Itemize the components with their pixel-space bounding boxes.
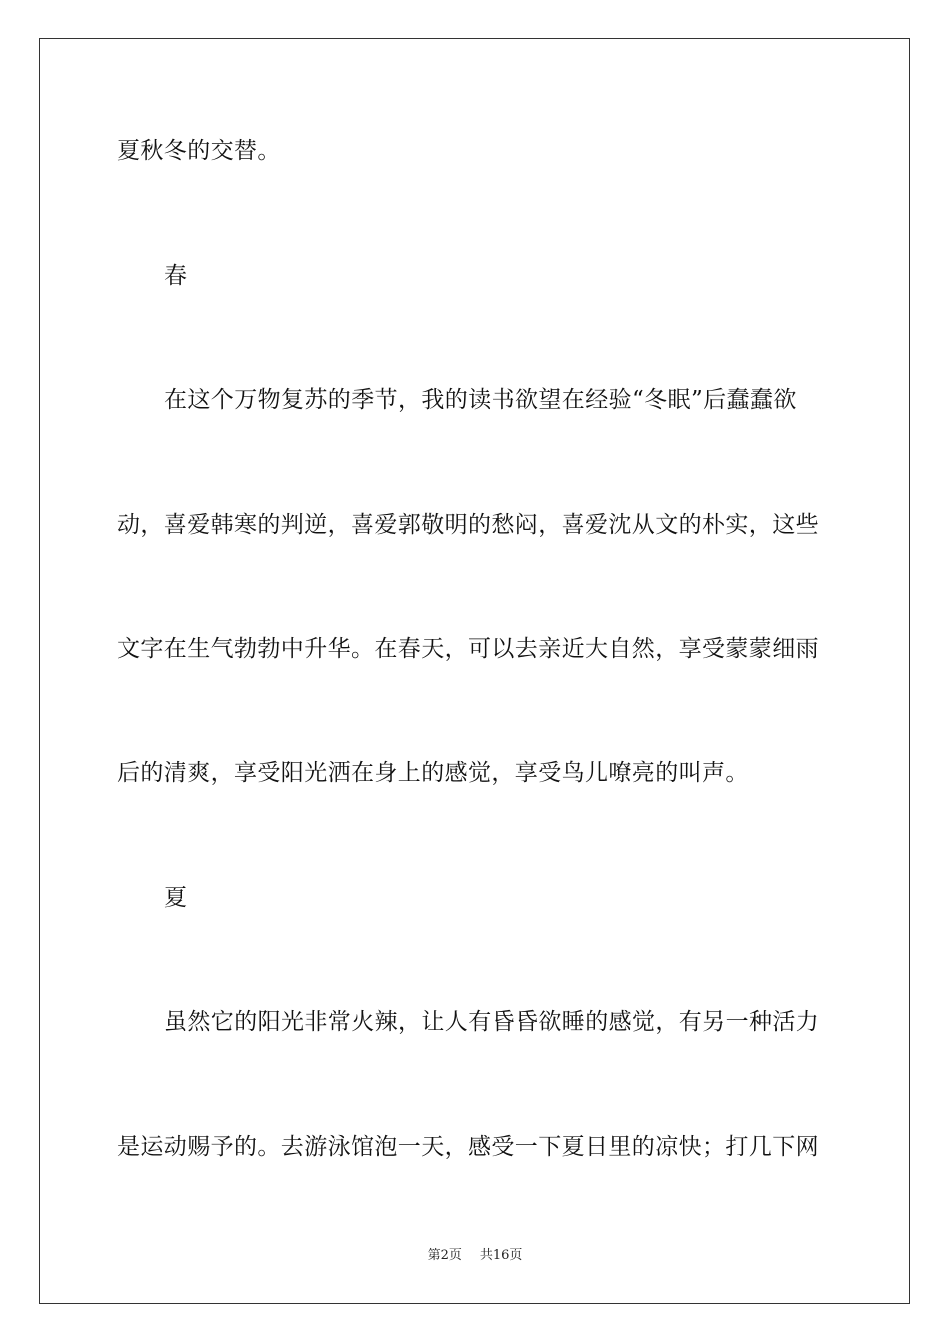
- page-number: 第2页: [427, 1248, 462, 1263]
- paragraph-line: 是运动赐予的。去游泳馆泡一天，感受一下夏日里的凉快；打几下网: [117, 1134, 819, 1160]
- paragraph-line: 动，喜爱韩寒的判逆，喜爱郭敬明的愁闷，喜爱沈从文的朴实，这些: [117, 512, 819, 538]
- paragraph-line: 文字在生气勃勃中升华。在春天，可以去亲近大自然，享受蒙蒙细雨: [117, 636, 819, 662]
- section-heading-summer: 夏: [164, 885, 188, 911]
- page-footer: [0, 1248, 950, 1264]
- paragraph-line: 后的清爽，享受阳光洒在身上的感觉，享受鸟儿嘹亮的叫声。: [117, 760, 749, 786]
- page-total: 共16页: [479, 1248, 523, 1263]
- paragraph-line: 虽然它的阳光非常火辣，让人有昏昏欲睡的感觉，有另一种活力: [164, 1009, 820, 1035]
- paragraph-line: 在这个万物复苏的季节，我的读书欲望在经验“冬眠”后蠢蠢欲: [164, 387, 797, 413]
- section-heading-spring: 春: [164, 263, 188, 289]
- text-line: 夏秋冬的交替。: [117, 138, 281, 164]
- page-border: [39, 38, 910, 1304]
